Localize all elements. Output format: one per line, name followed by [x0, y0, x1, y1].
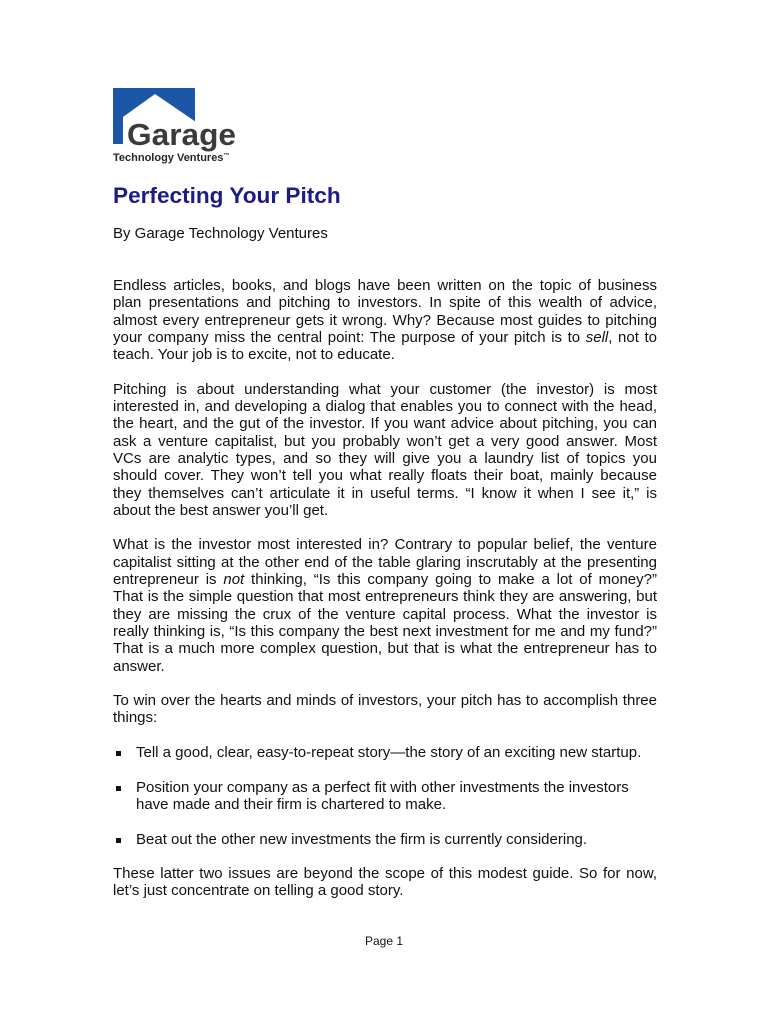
trademark-symbol: ™ — [223, 153, 230, 159]
text-line: teach. Your job is to excite, not to educate. — [113, 346, 395, 364]
page-number: Page 1 — [364, 934, 404, 948]
square-bullet-icon — [116, 751, 121, 756]
emphasized-word: sell — [585, 328, 609, 346]
paragraph — [113, 536, 657, 674]
square-bullet-icon — [116, 786, 121, 791]
text-line: they themselves can’t articulate it in useful terms. “I know it when I see it,” is — [113, 484, 657, 502]
document-title: Perfecting Your Pitch — [113, 183, 341, 208]
text-line: That is the simple question that most entrepreneurs think they are answering, but — [113, 588, 657, 606]
bullet-item — [113, 831, 657, 848]
text-line: almost every entrepreneur gets it wrong. Why? Because most guides to pitching — [113, 311, 657, 329]
closing-paragraph — [113, 865, 657, 900]
garage-logo — [108, 84, 243, 166]
bullet-item — [113, 744, 657, 761]
text-line: the heart, and the gut of the investor. If you want advice about pitching, you can — [113, 415, 657, 433]
text-line: capitalist sitting at the other end of the table glaring inscrutably at the presenting — [113, 553, 657, 571]
text-line: ask a venture capitalist, but you probably won’t get a very good answer. Most — [113, 432, 657, 450]
text-line: interested in, and developing a dialog that enables you to connect with the head, — [113, 398, 657, 416]
bullet-item — [113, 779, 657, 814]
text-line: To win over the hearts and minds of investors, your pitch has to accomplish three — [113, 692, 657, 710]
text-line: That is a much more complex question, but that is what the entrepreneur has to — [113, 640, 657, 658]
text-run: thinking, “Is this company going to make a lot of money?” — [244, 571, 657, 589]
text-run: entrepreneur is — [113, 571, 224, 589]
text-line: plan presentations and pitching to investors. In spite of this wealth of advice, — [113, 294, 657, 312]
text-line — [113, 329, 657, 346]
text-line: things: — [113, 709, 158, 727]
text-line: about the best answer you’ll get. — [113, 501, 329, 519]
text-line: really thinking is, “Is this company the best next investment for me and my fund?” — [113, 622, 657, 640]
byline: By Garage Technology Ventures — [113, 225, 328, 242]
bullet-list — [113, 744, 657, 848]
logo-tagline — [113, 152, 229, 164]
text-run: your company miss the central point: The purpose of your pitch is to — [113, 328, 586, 346]
article-body — [113, 277, 657, 917]
text-line: let’s just concentrate on telling a good story. — [113, 882, 404, 900]
text-line — [113, 571, 657, 588]
paragraph — [113, 277, 657, 363]
square-bullet-icon — [116, 838, 121, 843]
text-line: These latter two issues are beyond the scope of this modest guide. So for now, — [113, 865, 657, 883]
text-line: Beat out the other new investments the firm is currently considering. — [136, 830, 588, 848]
text-line: Tell a good, clear, easy-to-repeat story—the story of an exciting new startup. — [136, 744, 642, 762]
paragraph — [113, 692, 657, 727]
emphasized-word: not — [223, 571, 245, 589]
text-line: Endless articles, books, and blogs have been written on the topic of business — [113, 277, 657, 294]
text-line: VCs are analytic types, and so they will give you a laundry list of topics you — [113, 449, 657, 467]
logo-wordmark: Garage — [127, 117, 236, 152]
text-line: Pitching is about understanding what your customer (the investor) is most — [113, 380, 657, 398]
paragraph — [113, 381, 657, 519]
text-line: they are missing the crux of the venture capital process. What the investor is — [113, 605, 657, 623]
text-line: should cover. They won’t tell you what really floats their boat, mainly because — [113, 467, 657, 485]
text-line: What is the investor most interested in? Contrary to popular belief, the venture — [113, 536, 657, 554]
logo-tagline-text: Technology Ventures — [113, 152, 224, 164]
text-line: Position your company as a perfect fit with other investments the investors — [136, 778, 629, 796]
text-line: answer. — [113, 657, 165, 675]
text-run: , not to — [608, 328, 657, 346]
text-line: have made and their firm is chartered to make. — [136, 795, 447, 813]
